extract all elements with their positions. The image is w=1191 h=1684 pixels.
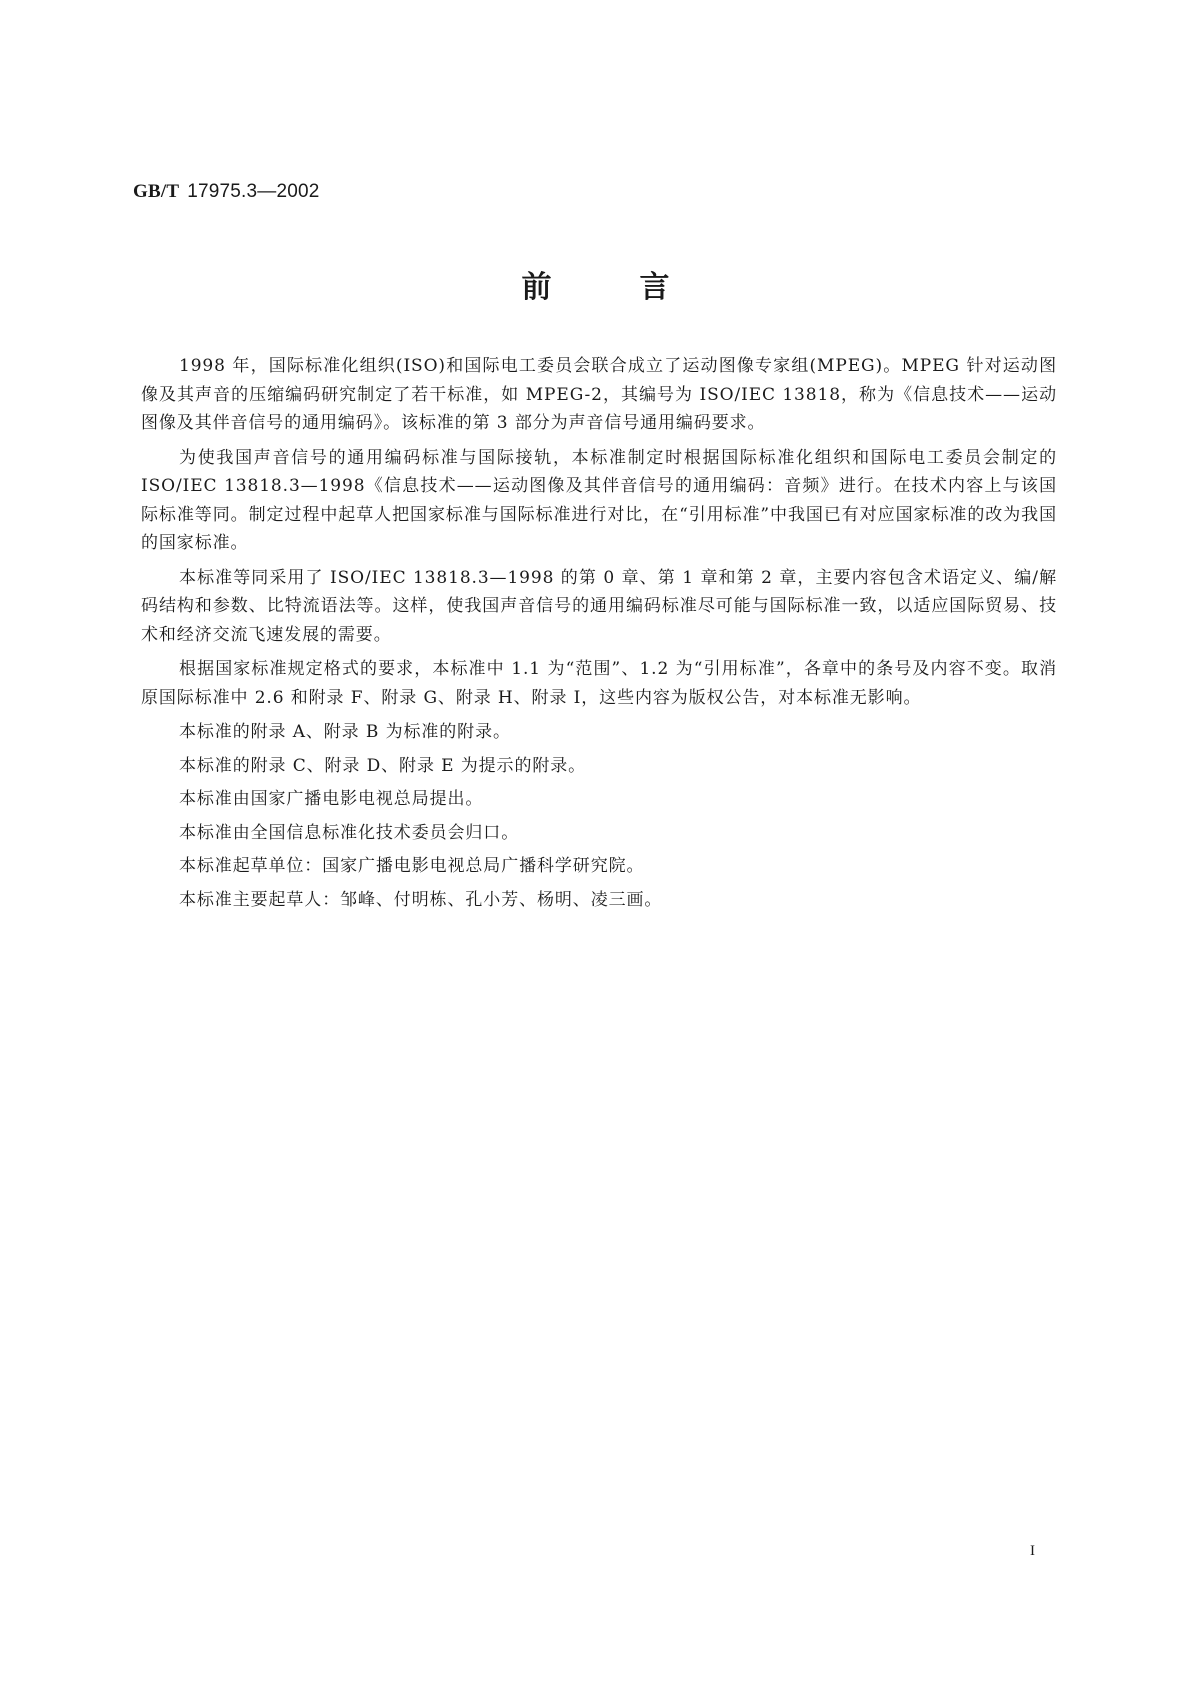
paragraph: 1998 年，国际标准化组织(ISO)和国际电工委员会联合成立了运动图像专家组(MPEG)。MPEG 针对运动图像及其声音的压缩编码研究制定了若干标准，如 MPEG-2，其编号为 ISO/IEC 13818，称为《信息技术——运动图像及其伴音信号的通用编码》。该标准的第 3 部分为声音信号通用编码要求。 — [141, 356, 1057, 433]
page-number: I — [1030, 1543, 1035, 1559]
paragraph: 本标准起草单位：国家广播电影电视总局广播科学研究院。 — [179, 856, 645, 876]
title-char-1: 前 — [521, 270, 552, 305]
title-char-2: 言 — [639, 270, 670, 305]
foreword-body — [141, 352, 1057, 919]
paragraph: 本标准等同采用了 ISO/IEC 13818.3—1998 的第 0 章、第 1 章和第 2 章，主要内容包含术语定义、编/解码结构和参数、比特流语法等。这样，使我国声音信号的通用编码标准尽可能与国际标准一致，以适应国际贸易、技术和经济交流飞速发展的需要。 — [141, 567, 1057, 645]
paragraph: 本标准的附录 A、附录 B 为标准的附录。 — [179, 722, 511, 742]
paragraph: 为使我国声音信号的通用编码标准与国际接轨，本标准制定时根据国际标准化组织和国际电工委员会制定的 ISO/IEC 13818.3—1998《信息技术——运动图像及其伴音信号的通用编码：音频》进行。在技术内容上与该国际标准等同。制定过程中起草人把国家标准与国际标准进行对比，在“引用标准”中我国已有对应国家标准的改为我国的国家标准。 — [141, 447, 1057, 553]
paragraph: 本标准主要起草人：邹峰、付明栋、孔小芳、杨明、凌三画。 — [179, 889, 663, 910]
paragraph: 本标准由国家广播电影电视总局提出。 — [179, 789, 484, 809]
paragraph: 本标准由全国信息标准化技术委员会归口。 — [179, 822, 520, 843]
standard-number: 17975.3—2002 — [187, 181, 320, 202]
page-title — [0, 262, 1191, 306]
paragraph: 本标准的附录 C、附录 D、附录 E 为提示的附录。 — [179, 755, 587, 776]
paragraph: 根据国家标准规定格式的要求，本标准中 1.1 为“范围”、1.2 为“引用标准”，各章中的条号及内容不变。取消原国际标准中 2.6 和附录 F、附录 G、附录 H、附录 I，这些内容为版权公告，对本标准无影响。 — [141, 659, 1057, 708]
standard-prefix: GB/T — [133, 181, 180, 202]
standard-identifier — [133, 180, 320, 203]
